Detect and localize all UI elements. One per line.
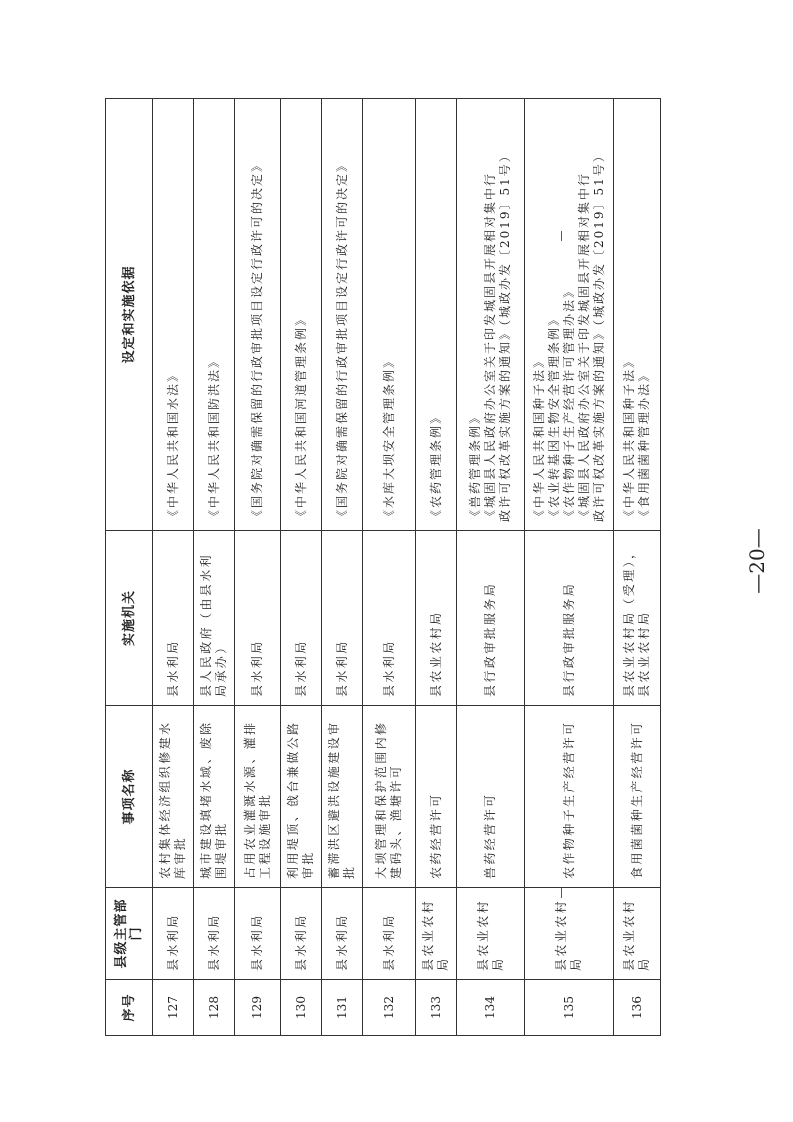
row-implementing-agency: 县行政审批服务局 [525, 531, 614, 706]
basis-line: 《中华人民共和国种子法》 [622, 353, 636, 522]
row-department: 县农业农村局 [525, 888, 614, 980]
row-implementing-agency: 县人民政府（由县水利局承办） [194, 531, 235, 706]
basis-line: 《国务院对确需保留的行政审批项目设定行政许可的决定》 [250, 157, 264, 522]
header-dept: 县级主管部门 [106, 888, 153, 980]
table-row [614, 99, 661, 1036]
basis-line: 《水库大坝安全管理条例》 [381, 353, 396, 522]
row-number: 129 [235, 980, 281, 1036]
row-legal-basis [416, 99, 457, 531]
row-department: 县农业农村局 [614, 888, 661, 980]
table-row [416, 99, 457, 1036]
row-number: 133 [416, 980, 457, 1036]
table-row [363, 99, 416, 1036]
basis-line: 政许可权改革实施方案的通知》（城政办发〔2019〕51号） [498, 148, 512, 522]
row-implementing-agency: 县水利局 [153, 531, 194, 706]
row-department: 县水利局 [363, 888, 416, 980]
basis-line: 《农业转基因生物安全管理条例》 [546, 311, 561, 522]
basis-line: 《中华人民共和国种子法》 [531, 353, 546, 522]
basis-line: 《食用菌菌种管理办法》 [637, 367, 651, 522]
row-number: 131 [322, 980, 363, 1036]
row-number: 134 [457, 980, 525, 1036]
row-department: 县农业农村局 [416, 888, 457, 980]
row-number: 136 [614, 980, 661, 1036]
row-department: 县农业农村局 [457, 888, 525, 980]
row-item-name: 大坝管理和保护范围内修建码头、渔塘许可 [363, 706, 416, 888]
basis-line: 《农作物种子生产经营许可管理办法》 [561, 283, 576, 522]
row-legal-basis [235, 99, 281, 531]
row-implementing-agency: 县水利局 [322, 531, 363, 706]
row-legal-basis [194, 99, 235, 531]
row-legal-basis [614, 99, 661, 531]
row-item-name: 食用菌菌种生产经营许可 [614, 706, 661, 888]
table-row [322, 99, 363, 1036]
row-item-name: 农药经营许可 [416, 706, 457, 888]
row-legal-basis [525, 99, 614, 531]
basis-line: 《中华人民共和国水法》 [165, 367, 180, 522]
row-legal-basis [322, 99, 363, 531]
basis-line: 政许可权改革实施方案的通知》（城政办发〔2019〕51号） [591, 148, 606, 522]
row-number: 135 [525, 980, 614, 1036]
row-implementing-agency: 县行政审批服务局 [457, 531, 525, 706]
row-item-name: 蓄滞洪区避洪设施建设审批 [322, 706, 363, 888]
table-row [457, 99, 525, 1036]
row-legal-basis [153, 99, 194, 531]
basis-line: 《中华人民共和国河道管理条例》 [293, 311, 308, 522]
row-item-name: 占用农业灌溉水源、灌排工程设施审批 [235, 706, 281, 888]
row-legal-basis [363, 99, 416, 531]
table-row [194, 99, 235, 1036]
row-implementing-agency: 县水利局 [363, 531, 416, 706]
header-org: 实施机关 [106, 531, 153, 706]
table-row [153, 99, 194, 1036]
row-legal-basis [281, 99, 322, 531]
table-header-row [106, 99, 153, 1036]
row-item-name: 兽药经营许可 [457, 706, 525, 888]
row-legal-basis [457, 99, 525, 531]
row-department: 县水利局 [194, 888, 235, 980]
row-item-name: 农作物种子生产经营许可 [525, 706, 614, 888]
basis-line: 《城固县人民政府办公室关于印发城固县开展相对集中行 [576, 171, 591, 522]
row-implementing-agency: 县水利局 [235, 531, 281, 706]
table-row [525, 99, 614, 1036]
row-department: 县水利局 [153, 888, 194, 980]
basis-line: 《兽药管理条例》 [468, 409, 482, 522]
header-basis: 设定和实施依据 [106, 99, 153, 531]
row-number: 127 [153, 980, 194, 1036]
row-number: 130 [281, 980, 322, 1036]
row-item-name: 利用堤顶、戗台兼做公路审批 [281, 706, 322, 888]
row-number: 128 [194, 980, 235, 1036]
basis-line: 《农药管理条例》 [428, 409, 443, 522]
page-number: —20— [745, 528, 769, 594]
header-item: 事项名称 [106, 706, 153, 888]
basis-line: 《中华人民共和国防洪法》 [206, 353, 221, 522]
basis-line: 《城固县人民政府办公室关于印发城固县开展相对集中行 [483, 171, 497, 522]
row-number: 132 [363, 980, 416, 1036]
row-implementing-agency: 县农业农村局（受理），县农业农村局 [614, 531, 661, 706]
header-no: 序号 [106, 980, 153, 1036]
row-implementing-agency: 县农业农村局 [416, 531, 457, 706]
row-department: 县水利局 [235, 888, 281, 980]
basis-line: 《国务院对确需保留的行政审批项目设定行政许可的决定》 [334, 157, 349, 522]
table-row [235, 99, 281, 1036]
row-department: 县水利局 [281, 888, 322, 980]
table-row [281, 99, 322, 1036]
row-implementing-agency: 县水利局 [281, 531, 322, 706]
row-department: 县水利局 [322, 888, 363, 980]
row-item-name: 城市建设填堵水域、废除围堤审批 [194, 706, 235, 888]
approval-items-table [105, 98, 661, 1036]
row-item-name: 农村集体经济组织修建水库审批 [153, 706, 194, 888]
